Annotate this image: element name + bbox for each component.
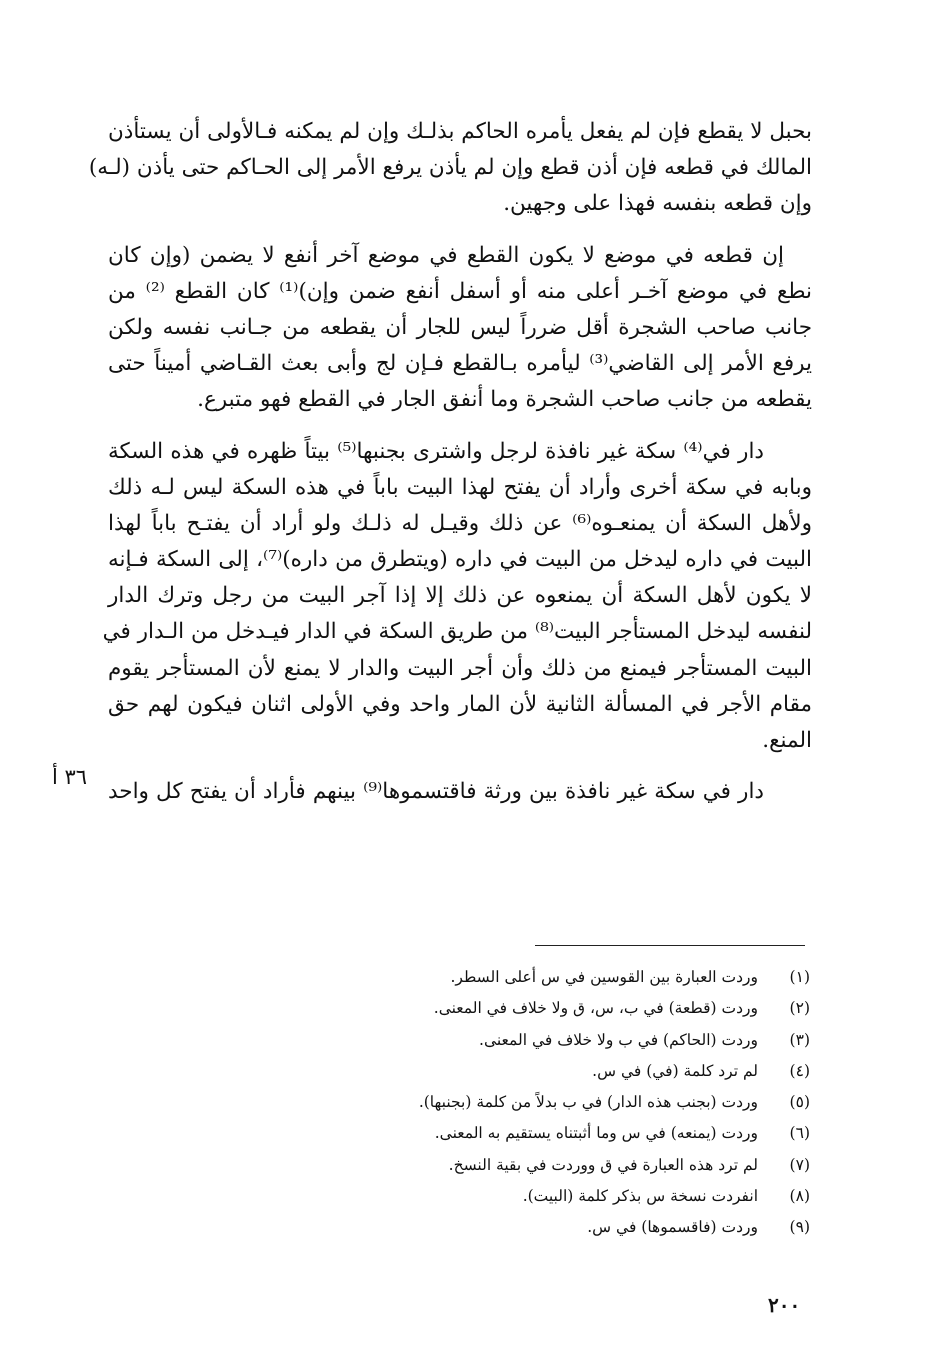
paragraph-4 — [108, 774, 812, 810]
paragraph-3 — [102, 434, 812, 760]
main-text — [88, 114, 813, 810]
text-line: بحبل لا يقطع فإن لم يفعل يأمره الحاكم بذلـك وإن لم يمكنه فـالأولى أن يستأذن — [108, 119, 812, 144]
text-line: مقام الأجر في المسألة الثانية لأن المار واحد وفي الأولى اثنان فيكون لهم حق — [108, 691, 812, 717]
paragraph-1 — [88, 114, 812, 223]
footnote-text: وردت (يمنعه) في س وما أثبتناه يستقيم به المعنى. — [434, 1124, 758, 1143]
footnote — [300, 1212, 810, 1243]
footnote-text: انفردت نسخة س بذكر كلمة (البيت). — [522, 1187, 758, 1206]
text-line: المنع. — [762, 728, 812, 753]
footnote-text: لم ترد كلمة (في) في س. — [592, 1061, 758, 1080]
paragraph-2 — [108, 238, 812, 419]
text-line: لا يكون لأهل السكة أن يمنعوه عن ذلك إلا إذا آجر البيت من رجل وترك الدار — [108, 583, 812, 609]
text-line: نطع في موضع آخـر أعلى منه أو أسفل أنفع ضمن وإن)⁽¹⁾ كان القطع ⁽²⁾ من — [108, 278, 813, 304]
footnote-number: (٤) — [789, 1061, 810, 1080]
text-line: البيت في داره ليدخل من البيت في داره (ويتطرق من داره)⁽⁷⁾، إلى السكة فـإنه — [108, 547, 812, 573]
footnote-divider — [535, 945, 805, 946]
footnote — [300, 1181, 810, 1212]
footnote — [300, 1118, 810, 1149]
text-line: يرفع الأمر إلى القاضي⁽³⁾ ليأمره بـالقطع فـإن لج وأبى بعث القـاضي أميناً حتى — [108, 351, 812, 377]
footnotes — [300, 962, 810, 1244]
footnote — [300, 1150, 810, 1181]
footnote-text: وردت (قطعة) في ب، س، ق ولا خلاف في المعنى. — [433, 999, 758, 1018]
text-line: وبابه في سكة أخرى وأراد أن يفتح لهذا البيت باباً في هذه السكة ليس لـه ذلك — [108, 474, 812, 500]
text-line: لنفسه ليدخل المستأجر البيت⁽⁸⁾ من طريق السكة في الدار فيـدخل من الـدار في — [102, 619, 812, 645]
footnote-number: (٢) — [789, 999, 810, 1018]
footnote-text: لم ترد هذه العبارة في ق ووردت في بقية النسخ. — [448, 1155, 758, 1174]
footnote — [300, 1087, 810, 1118]
text-line: دار في سكة غير نافذة بين ورثة فاقتسموها⁽⁹⁾ بينهم فأراد أن يفتح كل واحد — [108, 779, 764, 805]
page-number: ٢٠٠ — [768, 1293, 801, 1317]
footnote-number: (٧) — [789, 1155, 810, 1174]
footnote — [300, 1025, 810, 1056]
text-line: جانب صاحب الشجرة أقل ضرراً ليس للجار أن يقطعه من جـانب نفسه ولكن — [108, 314, 812, 340]
text-line: البيت المستأجر فيمنع من ذلك وأن أجر البيت والدار لا يمنع لأن المستأجر يقوم — [108, 655, 812, 681]
text-line: وإن قطعه بنفسه فهذا على وجهين. — [503, 191, 812, 217]
manuscript-folio-marker: ٣٦ أ — [52, 765, 88, 789]
footnote-number: (٣) — [789, 1030, 810, 1049]
text-line: يقطعه من جانب صاحب الشجرة وما أنفق الجار في القطع فهو متبرع. — [197, 387, 812, 413]
text-line: المالك في قطعه فإن أذن قطع وإن لم يأذن يرفع الأمر إلى الحـاكم حتى يأذن (لـه) — [88, 155, 812, 181]
footnote — [300, 962, 810, 993]
text-line: ولأهل السكة أن يمنعـوه⁽⁶⁾ عن ذلك وقيـل له ذلـك ولو أراد أن يفتـح باباً لهذا — [108, 510, 812, 536]
footnote — [300, 993, 810, 1024]
footnote-number: (٦) — [789, 1124, 810, 1143]
text-line: دار في⁽⁴⁾ سكة غير نافذة لرجل واشترى بجنبها⁽⁵⁾ بيتاً ظهره في هذه السكة — [108, 438, 764, 464]
footnote-number: (٨) — [789, 1187, 810, 1206]
footnote-number: (١) — [789, 968, 810, 986]
text-line: إن قطعه في موضع لا يكون القطع في موضع آخر أنفع لا يضمن (وإن كان — [108, 242, 784, 268]
footnote-number: (٥) — [789, 1093, 810, 1112]
footnote — [300, 1056, 810, 1087]
footnote-text: وردت (الحاكم) في ب ولا خلاف في المعنى. — [479, 1030, 758, 1049]
footnote-text: وردت (بجنب هذه الدار) في ب بدلاً من كلمة (بجنبها). — [418, 1093, 758, 1112]
footnote-text: وردت العبارة بين القوسين في س أعلى السطر. — [450, 968, 758, 986]
footnote-number: (٩) — [789, 1218, 810, 1237]
footnote-text: وردت (فاقسموها) في س. — [587, 1218, 758, 1237]
